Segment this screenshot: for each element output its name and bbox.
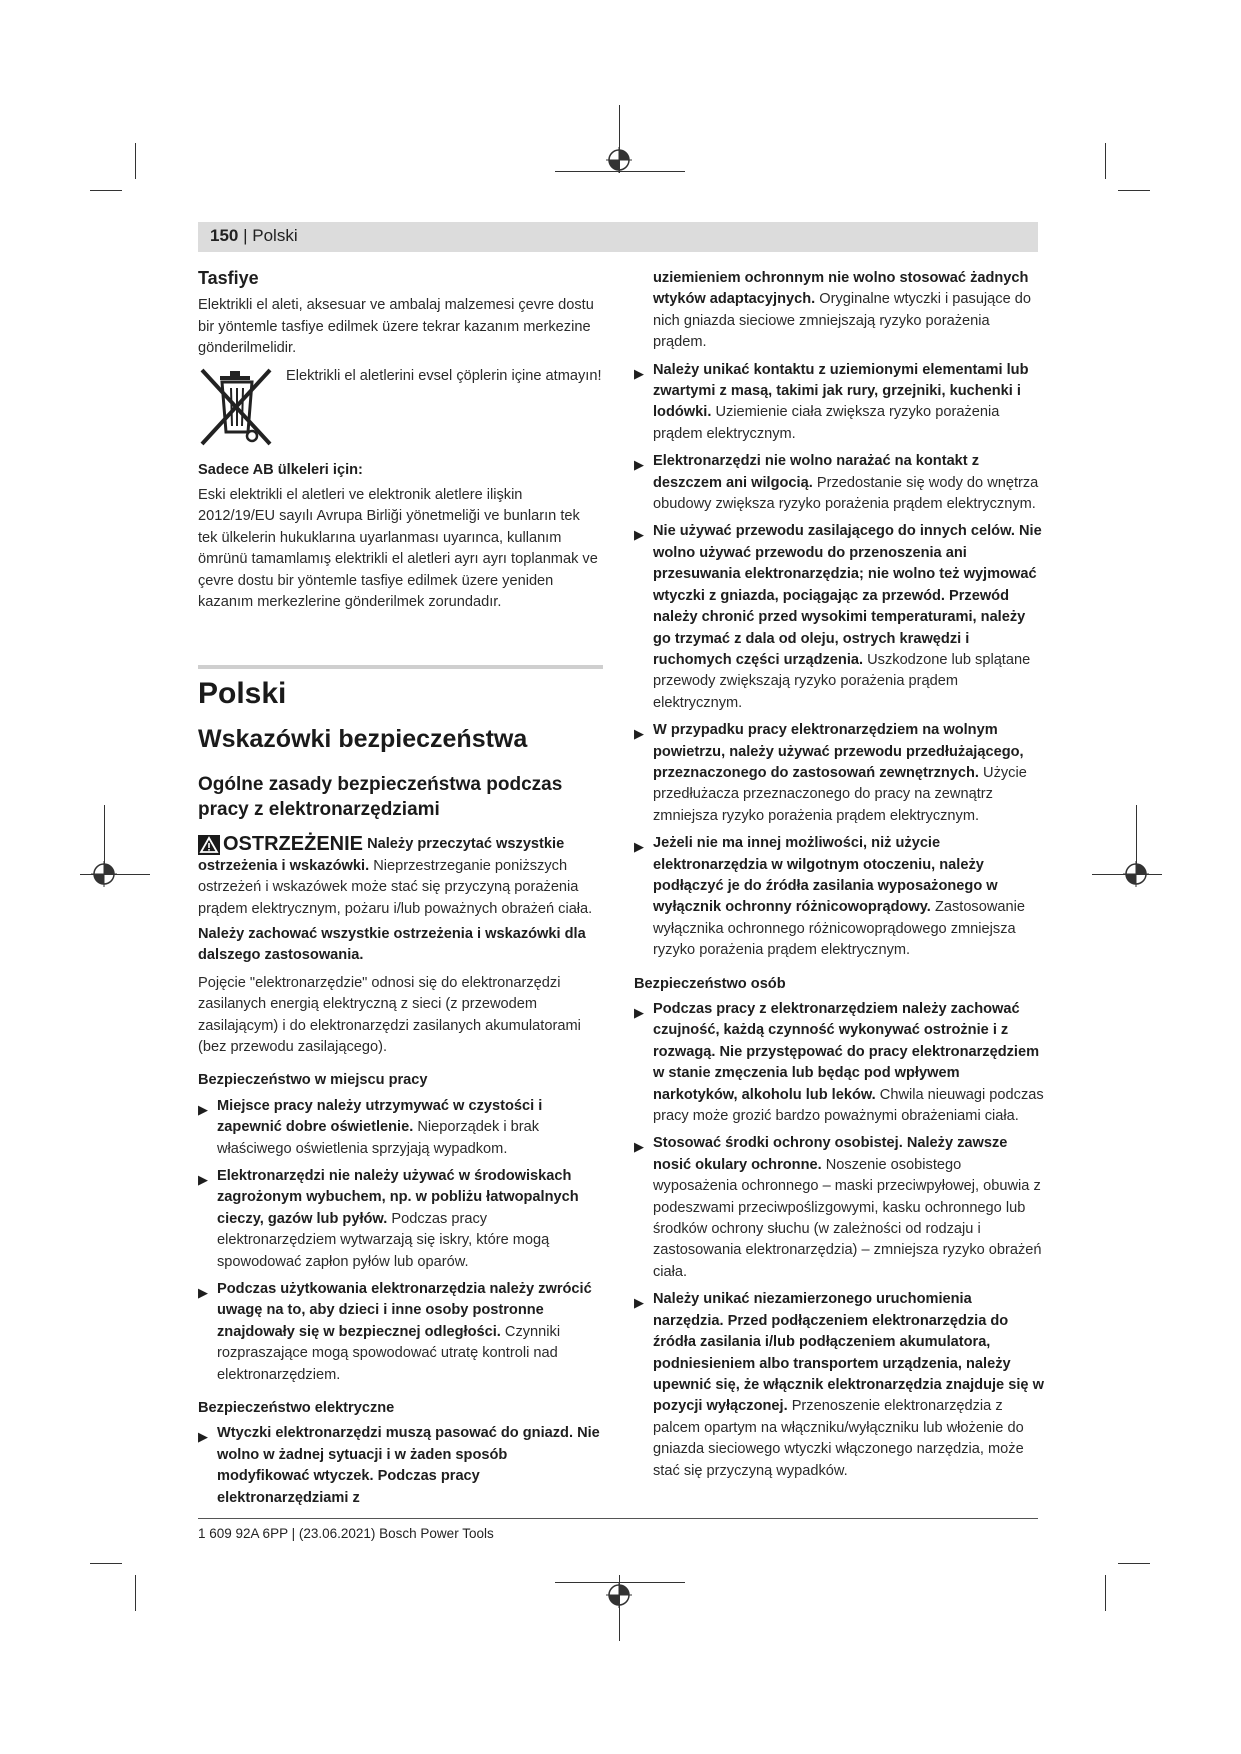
bullet-bold: Nie używać przewodu zasilającego do innych celów. Nie wolno używać przewodu do przenoszenia ani przesuwania elektronarzędzia; nie wolno też wyjmować wtyczki z gniazda, pociągając za przewód. Przewód należy chronić przed wysokimi temperaturami, należy go trzymać z dala od oleju, ostrych krawędzi i ruchomych części urządzenia. xyxy=(653,523,1042,668)
bullet-icon: ▶ xyxy=(634,1295,644,1311)
page-footer: 1 609 92A 6PP | (23.06.2021) Bosch Power Tools xyxy=(198,1526,494,1541)
warning-label-text: OSTRZEŻENIE xyxy=(223,833,364,856)
right-column xyxy=(634,268,1044,1488)
warning-block xyxy=(198,834,603,920)
persons-title: Bezpieczeństwo osób xyxy=(634,975,786,992)
electrical-item xyxy=(634,720,1044,827)
bullet-icon: ▶ xyxy=(634,726,644,742)
persons-item xyxy=(634,999,1044,1127)
bullet-icon: ▶ xyxy=(634,839,644,855)
weee-notice xyxy=(198,366,603,448)
page-header-bar xyxy=(198,222,1038,252)
left-column xyxy=(198,268,603,1515)
bullet-icon: ▶ xyxy=(634,1005,644,1020)
electrical-item xyxy=(634,451,1044,515)
warning-triangle-icon xyxy=(198,835,220,855)
workplace-item xyxy=(198,1096,603,1160)
registration-target-icon xyxy=(91,861,117,887)
eu-title: Sadece AB ülkeleri için: xyxy=(198,461,363,478)
registration-target-icon xyxy=(1123,861,1149,887)
language-title: Polski xyxy=(198,677,287,711)
crop-mark xyxy=(90,1563,122,1564)
bullet-icon: ▶ xyxy=(634,1139,644,1155)
bullet-icon: ▶ xyxy=(198,1171,208,1187)
general-safety-title: Ogólne zasady bezpieczeństwa podczas pracy z elektronarzędziami xyxy=(198,774,563,821)
bullet-icon: ▶ xyxy=(198,1101,208,1117)
electrical-item-continued xyxy=(634,268,1044,354)
tasfiye-text: Elektrikli el aleti, aksesuar ve ambalaj malzemesi çevre dostu bir yöntemle tasfiye edilmek üzere tekrar kazanım merkezine gönderilmelidir. xyxy=(198,297,594,357)
workplace-item xyxy=(198,1279,603,1386)
warning-text: Nieprzestrzeganie poniższych ostrzeżeń i wskazówek może stać się przyczyną porażenia prądem elektrycznym, pożaru i/lub poważnych obrażeń ciała. xyxy=(198,857,593,917)
registration-target-icon xyxy=(606,147,632,173)
electrical-title: Bezpieczeństwo elektryczne xyxy=(198,1400,395,1417)
bullet-text: Użycie przedłużacza przeznaczonego do pracy na zewnątrz zmniejsza ryzyko porażenia prądem elektrycznym. xyxy=(653,764,1027,824)
bullet-bold: Należy unikać niezamierzonego uruchomienia narzędzia. Przed podłączeniem elektronarzędzia do źródła zasilania i/lub podłączeniem akumulatora, podniesieniem albo transportem urządzenia, należy upewnić się, że włącznik elektronarzędzia znajduje się w pozycji wyłączonej. xyxy=(653,1291,1044,1415)
tasfiye-title: Tasfiye xyxy=(198,268,259,288)
bullet-bold: Wtyczki elektronarzędzi muszą pasować do gniazd. Nie wolno w żadnej sytuacji i w żaden sposób modyfikować wtyczek. Podczas pracy elektronarzędziami z xyxy=(217,1425,600,1506)
bullet-bold: Elektronarzędzi nie należy używać w środowiskach zagrożonym wybuchem, np. w pobliżu łatwopalnych cieczy, gazów lub pyłów. xyxy=(217,1167,579,1227)
bullet-text: Uszkodzone lub splątane przewody zwiększają ryzyko porażenia prądem elektrycznym. xyxy=(653,651,1031,711)
weee-text: Elektrikli el aletlerini evsel çöplerin içine atmayın! xyxy=(286,367,602,384)
crop-mark xyxy=(135,143,136,179)
bullet-icon: ▶ xyxy=(634,457,644,473)
eu-text: Eski elektrikli el aletleri ve elektronik aletlere ilişkin 2012/19/EU sayılı Avrupa Birliği yönetmeliği ve bunların tek tek ülkelerin hukuklarına uyarlanması uyarınca, kullanım ömrünü tamamlamış elektrikli el aletleri ayrı ayrı toplanmak ve çevre dostu bir yöntemle tasfiye edilmek üzere yeniden kazanım merkezlerine gönderilmek zorundadır. xyxy=(198,487,598,611)
section-divider xyxy=(198,665,603,669)
bullet-text: Noszenie osobistego wyposażenia ochronnego – maski przeciwpyłowej, obuwia z podeszwami przeciwpoślizgowymi, kasku ochronnego lub środków ochrony słuchu (w zależności od rodzaju i zastosowania elektronarzędzia) – zmniejsza ryzyko obrażeń ciała. xyxy=(653,1156,1042,1280)
footer-rule xyxy=(198,1518,1038,1519)
bullet-icon: ▶ xyxy=(634,527,644,543)
bullet-text: Podczas pracy elektronarzędziem wytwarzają się iskry, które mogą spowodować zapłon pyłów lub oparów. xyxy=(217,1210,550,1270)
crossed-bin-icon xyxy=(198,366,276,448)
definition-text: Pojęcie "elektronarzędzie" odnosi się do elektronarzędzi zasilanych energią elektryczną z sieci (z przewodem zasilającym) i do elektronarzędzi zasilanych akumulatorami (bez przewodu zasilającego). xyxy=(198,974,581,1055)
crop-mark xyxy=(1105,1575,1106,1611)
electrical-item xyxy=(634,833,1044,961)
crop-mark xyxy=(135,1575,136,1611)
bullet-bold: Stosować środki ochrony osobistej. Należy zawsze nosić okulary ochronne. xyxy=(653,1135,1008,1173)
bullet-icon: ▶ xyxy=(198,1285,208,1300)
bullet-bold: Miejsce pracy należy utrzymywać w czystości i zapewnić dobre oświetlenie. xyxy=(217,1097,543,1136)
bullet-icon: ▶ xyxy=(634,365,644,381)
safety-title: Wskazówki bezpieczeństwa xyxy=(198,724,528,753)
bullet-bold: Podczas pracy z elektronarzędziem należy zachować czujność, każdą czynność wykonywać ostrożnie i z rozwagą. Nie przystępować do pracy elektronarzędziem w stanie zmęczenia lub będąc pod wpływem narkotyków, alkoholu lub leków. xyxy=(653,1001,1040,1103)
page-header: 150 | Polski xyxy=(210,226,298,245)
bullet-text: Oryginalne wtyczki i pasujące do nich gniazda sieciowe zmniejszają ryzyko porażenia prądem. xyxy=(653,291,1031,351)
workplace-title: Bezpieczeństwo w miejscu pracy xyxy=(198,1072,428,1089)
electrical-item xyxy=(634,521,1044,714)
bullet-bold: W przypadku pracy elektronarzędziem na wolnym powietrzu, należy używać przewodu przedłużającego, przeznaczonego do zastosowań zewnętrznych. xyxy=(653,722,1024,781)
bullet-text: Zastosowanie wyłącznika ochronnego różnicowoprądowego zmniejsza ryzyko porażenia prądem elektrycznym. xyxy=(653,899,1025,959)
bullet-text: Chwila nieuwagi podczas pracy może grozić bardzo poważnymi obrażeniami ciała. xyxy=(653,1086,1044,1125)
bullet-bold: Jeżeli nie ma innej możliwości, niż użycie elektronarzędzia w wilgotnym otoczeniu, należy podłączyć je do źródła zasilania wyposażonego w wyłącznik ochronny różnicowoprądowy. xyxy=(653,835,998,916)
bullet-text: Czynniki rozpraszające mogą spowodować utratę kontroli nad elektronarzędziem. xyxy=(217,1323,561,1383)
registration-target-icon xyxy=(606,1582,632,1608)
warning-bold: Należy przeczytać wszystkie ostrzeżenia i wskazówki. xyxy=(198,836,565,874)
electrical-item xyxy=(634,360,1044,446)
bullet-icon: ▶ xyxy=(198,1429,208,1445)
crop-mark xyxy=(1118,1563,1150,1564)
crop-mark xyxy=(1118,190,1150,191)
header-language: Polski xyxy=(252,226,298,245)
bullet-bold: Elektronarzędzi nie wolno narażać na kontakt z deszczem ani wilgocią. xyxy=(653,453,980,491)
bullet-text: Przedostanie się wody do wnętrza obudowy zwiększa ryzyko porażenia prądem elektrycznym. xyxy=(653,474,1039,513)
bullet-bold: uziemieniem ochronnym nie wolno stosować żadnych wtyków adaptacyjnych. xyxy=(653,270,1029,308)
page-number: 150 xyxy=(210,226,239,245)
crop-mark xyxy=(90,190,122,191)
bullet-bold: Podczas użytkowania elektronarzędzia należy zwrócić uwagę na to, aby dzieci i inne osoby postronne znajdowały się w bezpiecznej odległości. xyxy=(217,1281,592,1340)
workplace-item xyxy=(198,1166,603,1273)
bullet-text: Przenoszenie elektronarzędzia z palcem opartym na włączniku/wyłączniku lub włożenie do gniazda sieciowego wtyczki włączonego narzędzia, może stać się przyczyną wypadków. xyxy=(653,1398,1024,1479)
persons-item xyxy=(634,1289,1044,1482)
electrical-item xyxy=(198,1423,603,1509)
warning-label xyxy=(198,834,363,855)
bullet-bold: Należy unikać kontaktu z uziemionymi elementami lub zwartymi z masą, takimi jak rury, grzejniki, kuchenki i lodówki. xyxy=(653,361,1029,421)
keep-instructions: Należy zachować wszystkie ostrzeżenia i wskazówki dla dalszego zastosowania. xyxy=(198,925,586,964)
bullet-text: Uziemienie ciała zwiększa ryzyko porażenia prądem elektrycznym. xyxy=(653,404,1000,442)
bullet-text: Nieporządek i brak właściwego oświetlenia sprzyjają wypadkom. xyxy=(217,1119,540,1157)
crop-mark xyxy=(1105,143,1106,179)
persons-item xyxy=(634,1133,1044,1283)
